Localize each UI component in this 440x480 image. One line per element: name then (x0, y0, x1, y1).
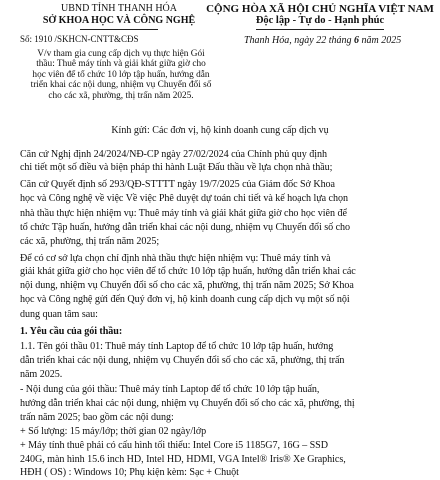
body-line: học và Công nghệ gửi đến Quý đơn vị, hộ kinh doanh cung cấp dịch vụ một số nội (20, 294, 350, 305)
body-line: Căn cứ Nghị định 24/2024/NĐ-CP ngày 27/02/2024 của Chính phủ quy định (20, 149, 327, 160)
national-title: CỘNG HÒA XÃ HỘI CHỦ NGHĨA VIỆT NAM (206, 3, 434, 15)
place-date-day: 22 (316, 35, 327, 46)
body-line: dẫn triển khai các nội dung, nhiệm vụ Chuyển đổi số cho các xã, phường, thị trấn (20, 355, 345, 366)
body-line: giải khát giữa giờ cho học viên để tổ chức 10 lớp tập huấn, hướng dẫn triển khai các (20, 266, 356, 277)
body-line: trấn năm 2025; bao gồm các nội dung: (20, 412, 174, 423)
body-line: tổ chức Tập huấn, hướng dẫn triển khai các nội dung, nhiệm vụ Chuyển đổi số cho (20, 222, 351, 233)
body-line: hướng dẫn triển khai các nội dung, nhiệm vụ Chuyển đổi số cho các xã, phường, thị (20, 398, 355, 409)
section-heading: 1. Yêu cầu của gói thầu: (20, 326, 123, 337)
subject-line: V/v tham gia cung cấp dịch vụ thực hiện Gói (37, 49, 205, 59)
body-line: năm 2025. (20, 369, 63, 380)
greeting: Kính gửi: Các đơn vị, hộ kinh doanh cung cấp dịch vụ (111, 125, 329, 136)
body-line: + Máy tính thuê phải có cấu hình tối thiểu: Intel Core i5 1185G7, 16G – SSD (20, 440, 328, 451)
agency-name: SỞ KHOA HỌC VÀ CÔNG NGHỆ (42, 15, 196, 26)
agency-underline (80, 29, 158, 30)
subject-line: học viên để tổ chức 10 lớp tập huấn, hướng dẫn (32, 69, 210, 80)
subject-line: triển khai các nội dung, nhiệm vụ Chuyển đổi số (30, 80, 212, 91)
body-line: nhà thầu thực hiện nhiệm vụ: Thuê máy tính và giải khát giữa giờ cho học viên để (20, 208, 347, 219)
body-line: HĐH ( OS) : Windows 10; Phụ kiện kèm: Sạc + Chuột (20, 467, 239, 478)
body-line: + Số lượng: 15 máy/lớp; thời gian 02 ngày/lớp (20, 426, 207, 437)
place-date (244, 35, 401, 46)
body-line: Căn cứ Quyết định số 293/QĐ-STTTT ngày 19/7/2025 của Giám đốc Sở Khoa (20, 179, 335, 190)
place-date-month: 6 (354, 35, 360, 46)
body-line: 1.1. Tên gói thầu 01: Thuê máy tính Laptop để tổ chức 10 lớp tập huấn, hướng (20, 341, 334, 352)
document-number (20, 34, 139, 44)
body-line: Để có cơ sở lựa chọn chỉ định nhà thầu thực hiện nhiệm vụ: Thuê máy tính và (20, 253, 331, 264)
place-date-mid: tháng (326, 35, 355, 46)
motto-underline (256, 29, 384, 30)
body-line: - Nội dung của gói thầu: Thuê máy tính Laptop để tổ chức 10 lớp tập huấn, (20, 384, 320, 395)
body-line: các xã, phường, thị trấn năm 2025; (20, 236, 160, 247)
body-line: 240G, màn hình 15.6 inch HD, Intel HD, HDMI, VGA Intel® Iris® Xe Graphics, (20, 454, 346, 465)
subject-line: thầu: Thuê máy tính và giải khát giữa giờ cho (36, 59, 206, 70)
subject-line: cho các xã, phường, thị trấn năm 2025. (48, 90, 194, 101)
agency-parent: UBND TỈNH THANH HÓA (60, 3, 177, 14)
doc-number-suffix: /SKHCN-CNTT&CĐS (52, 34, 139, 44)
national-motto: Độc lập - Tự do - Hạnh phúc (255, 15, 385, 26)
place-date-year: năm 2025 (359, 35, 402, 46)
doc-number-prefix: Số: (20, 34, 35, 44)
subject-block (14, 49, 228, 101)
body-line: học và Công nghệ về việc Về việc Phê duyệt dự toán chi tiết và kế hoạch lựa chọn (20, 193, 348, 204)
body-line: dung quan tâm sau: (20, 309, 98, 320)
body-line: chi tiết một số điều và biện pháp thi hành Luật Đấu thầu về lựa chọn nhà thầu; (20, 162, 333, 173)
doc-number-value: 1910 (34, 34, 53, 44)
body-line: nội dung, nhiệm vụ Chuyển đổi số cho các xã, phường, thị trấn năm 2025; Sở Khoa (20, 280, 354, 291)
place-date-place: Thanh Hóa, ngày (244, 35, 317, 46)
